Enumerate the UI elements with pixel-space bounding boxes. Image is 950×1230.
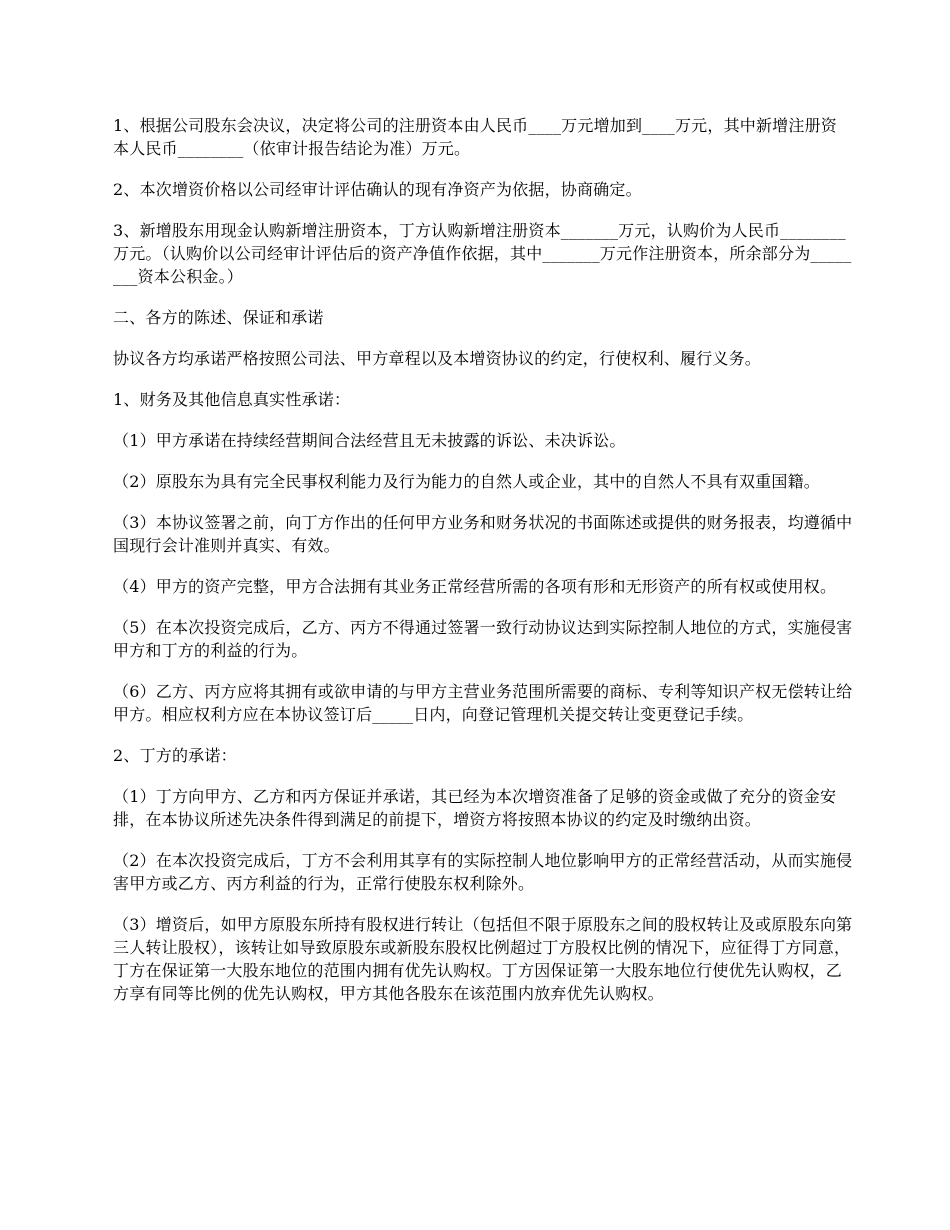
general-commitment: 协议各方均承诺严格按照公司法、甲方章程以及本增资协议的约定，行使权利、履行义务。 — [113, 349, 762, 368]
item-2-original-shareholders: （2）原股东为具有完全民事权利能力及行为能力的自然人或企业，其中的自然人不具有双重国籍。 — [113, 472, 820, 491]
item-3-financial-statements: （3）本协议签署之前，向丁方作出的任何甲方业务和财务状况的书面陈述或提供的财务报表，均遵循中国现行会计准则并真实、有效。 — [113, 513, 853, 555]
d-item-2-no-interference: （2）在本次投资完成后，丁方不会利用其享有的实际控制人地位影响甲方的正常经营活动，从而实施侵害甲方或乙方、丙方利益的行为，正常行使股东权利除外。 — [113, 851, 853, 893]
item-5-no-concerted-action: （5）在本次投资完成后，乙方、丙方不得通过签署一致行动协议达到实际控制人地位的方式，实施侵害甲方和丁方的利益的行为。 — [113, 618, 853, 660]
subheading-party-d-commitments: 2、丁方的承诺： — [113, 746, 237, 765]
item-6-ip-transfer: （6）乙方、丙方应将其拥有或欲申请的与甲方主营业务范围所需要的商标、专利等知识产权无偿转让给甲方。相应权利方应在本协议签订后_____日内，向登记管理机关提交转让变更登记手续。 — [113, 682, 853, 724]
clause-2-price-basis: 2、本次增资价格以公司经审计评估确认的现有净资产为依据，协商确定。 — [113, 180, 642, 199]
subheading-financial-truthfulness: 1、财务及其他信息真实性承诺： — [113, 390, 351, 409]
clause-3-cash-subscription: 3、新增股东用现金认购新增注册资本，丁方认购新增注册资本_______万元，认购价为人民币________万元。（认购价以公司经审计评估后的资产净值作依据，其中_______万元作注册资本，所余部分为________资本公积金。） — [113, 221, 852, 286]
clause-1-capital-increase: 1、根据公司股东会决议，决定将公司的注册资本由人民币____万元增加到____万元，其中新增注册资本人民币________（依审计报告结论为准）万元。 — [113, 116, 837, 158]
item-1-lawful-operation: （1）甲方承诺在持续经营期间合法经营且无未披露的诉讼、未决诉讼。 — [113, 431, 626, 450]
d-item-3-preemptive-rights: （3）增资后，如甲方原股东所持有股权进行转让（包括但不限于原股东之间的股权转让及或原股东向第三人转让股权），该转让如导致原股东或新股东股权比例超过丁方股权比例的情况下，应征得丁方同意，丁方在保证第一大股东地位的范围内拥有优先认购权。丁方因保证第一大股东地位行使优先认购权，乙方享有同等比例的优先认购权，甲方其他各股东在该范围内放弃优先认购权。 — [113, 915, 853, 1003]
d-item-1-funding: （1）丁方向甲方、乙方和丙方保证并承诺，其已经为本次增资准备了足够的资金或做了充分的资金安排，在本协议所述先决条件得到满足的前提下，增资方将按照本协议的约定及时缴纳出资。 — [113, 787, 837, 829]
section-heading-representations: 二、各方的陈述、保证和承诺 — [113, 308, 324, 327]
document-page — [113, 114, 853, 1023]
item-4-asset-integrity: （4）甲方的资产完整，甲方合法拥有其业务正常经营所需的各项有形和无形资产的所有权或使用权。 — [113, 577, 837, 596]
